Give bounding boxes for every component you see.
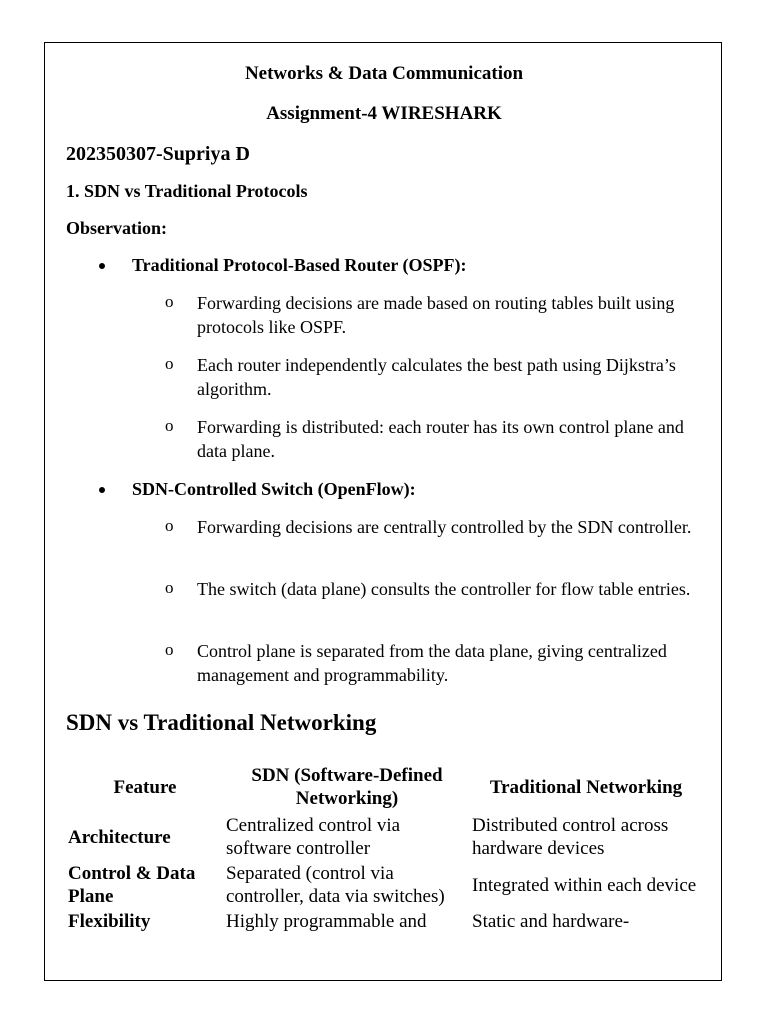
sdn-point-1: Forwarding decisions are centrally controlled by the SDN controller. [197, 517, 692, 537]
sub-bullet-marker: o [165, 578, 174, 597]
bullet-marker [99, 487, 105, 493]
table-cell-traditional: Integrated within each device [472, 874, 697, 896]
table-row [66, 909, 702, 934]
comparison-heading: SDN vs Traditional Networking [66, 710, 377, 735]
table-cell-traditional: Static and hardware- [472, 911, 630, 932]
table-cell-sdn: Separated (control via controller, data via switches) [226, 863, 445, 907]
table-cell-feature: Flexibility [68, 911, 151, 932]
table-cell-sdn: Centralized control via software controller [226, 815, 401, 859]
table-header-row [66, 761, 702, 813]
sub-bullet-marker: o [165, 516, 174, 535]
table-row [66, 861, 702, 909]
ospf-point-3: Forwarding is distributed: each router has its own control plane and data plane. [197, 417, 684, 461]
observation-label: Observation: [66, 218, 167, 238]
comparison-table [66, 761, 702, 934]
sub-bullet-marker: o [165, 354, 174, 373]
assignment-title: Assignment-4 WIRESHARK [266, 103, 502, 124]
sub-bullet-marker: o [165, 292, 174, 311]
ospf-point-1: Forwarding decisions are made based on routing tables built using protocols like OSPF. [197, 293, 675, 337]
table-cell-sdn: Highly programmable and [226, 911, 427, 932]
bullet-heading-ospf: Traditional Protocol-Based Router (OSPF): [132, 255, 467, 275]
table-header-sdn: SDN (Software-Defined Networking) [251, 765, 443, 809]
sub-bullet-marker: o [165, 640, 174, 659]
table-row [66, 813, 702, 861]
table-header-feature: Feature [113, 776, 177, 798]
document-title: Networks & Data Communication [244, 63, 524, 84]
bullet-marker [99, 263, 105, 269]
student-id-name: 202350307-Supriya D [66, 143, 250, 165]
table-cell-feature: Architecture [68, 826, 171, 848]
sdn-point-2: The switch (data plane) consults the controller for flow table entries. [197, 579, 691, 599]
section-heading: 1. SDN vs Traditional Protocols [66, 181, 308, 201]
table-cell-feature: Control & Data Plane [68, 863, 196, 907]
table-cell-traditional: Distributed control across hardware devices [472, 815, 669, 859]
bullet-heading-sdn: SDN-Controlled Switch (OpenFlow): [132, 479, 416, 499]
ospf-point-2: Each router independently calculates the best path using Dijkstra’s algorithm. [197, 355, 676, 399]
sdn-point-3: Control plane is separated from the data plane, giving centralized management and programmability. [197, 641, 667, 685]
table-header-traditional: Traditional Networking [489, 776, 683, 798]
document-page [44, 42, 722, 981]
sub-bullet-marker: o [165, 416, 174, 435]
